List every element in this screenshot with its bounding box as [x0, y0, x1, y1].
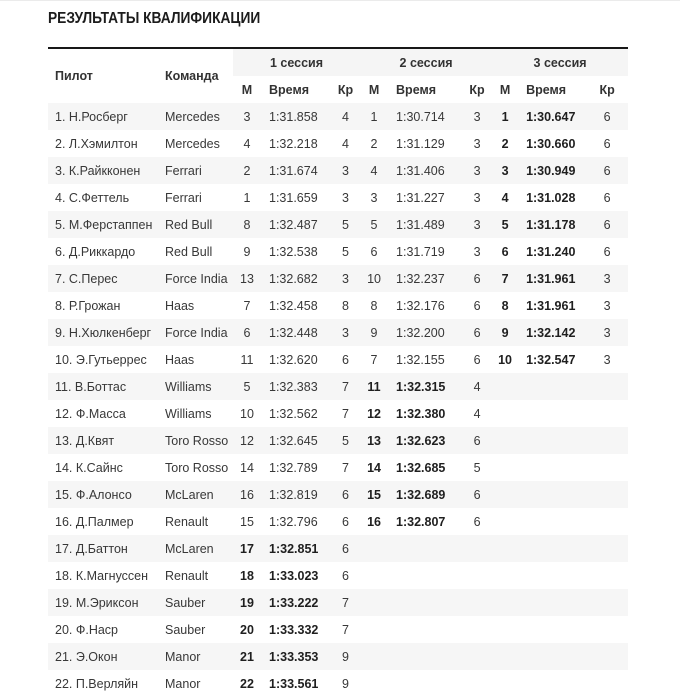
- cell-team: Manor: [165, 649, 201, 664]
- cell-s2-time: 1:32.807: [396, 514, 446, 529]
- cell-s1-time: 1:32.796: [269, 514, 318, 529]
- cell-s3-time: [518, 643, 592, 670]
- cell-team: Manor: [165, 676, 201, 691]
- cell-s2-time: 1:31.227: [396, 190, 445, 205]
- cell-s1-time: 1:32.448: [269, 325, 318, 340]
- table-row: [48, 643, 628, 670]
- page-title: [48, 9, 680, 29]
- cell-team: Sauber: [165, 622, 206, 637]
- cell-s3-time: [518, 670, 592, 697]
- cell-s2-laps: 6: [473, 325, 481, 340]
- cell-s3-time: 1:30.647: [526, 109, 576, 124]
- cell-s1-laps: 5: [342, 217, 349, 232]
- cell-s2-laps: 6: [473, 298, 481, 313]
- cell-s1-laps: 8: [342, 298, 349, 313]
- cell-s1-time: 1:32.383: [269, 379, 318, 394]
- cell-s3-pos: [492, 535, 518, 562]
- cell-s1-pos: 10: [240, 406, 254, 421]
- qualifying-results-table: [48, 47, 628, 697]
- cell-s1-pos: 5: [243, 379, 251, 394]
- cell-s3-time: [518, 589, 592, 616]
- cell-s3-pos: 4: [501, 190, 509, 205]
- cell-s3-pos: [492, 616, 518, 643]
- cell-s1-pos: 19: [240, 595, 254, 610]
- cell-s1-laps: 3: [342, 163, 349, 178]
- table-row: [48, 481, 628, 508]
- cell-s3-pos: 2: [501, 136, 509, 151]
- cell-s1-time: 1:32.458: [269, 298, 318, 313]
- header-s3-pos: М: [499, 82, 511, 97]
- cell-s1-time: 1:33.561: [269, 676, 319, 691]
- cell-s2-time: 1:32.315: [396, 379, 446, 394]
- cell-pilot: 3. К.Райкконен: [55, 163, 141, 178]
- cell-s2-laps: 3: [473, 109, 481, 124]
- cell-s2-time: 1:31.129: [396, 136, 445, 151]
- cell-s2-time: 1:32.380: [396, 406, 446, 421]
- cell-team: Renault: [165, 514, 209, 529]
- cell-s2-pos: 3: [370, 190, 378, 205]
- cell-s1-time: 1:33.222: [269, 595, 319, 610]
- cell-s1-pos: 12: [240, 433, 254, 448]
- table-row: [48, 157, 628, 184]
- table-row: [48, 292, 628, 319]
- cell-s1-laps: 6: [342, 352, 349, 367]
- cell-s2-time: 1:32.176: [396, 298, 445, 313]
- cell-s1-time: 1:32.682: [269, 271, 318, 286]
- cell-s1-pos: 2: [243, 163, 251, 178]
- cell-s1-laps: 3: [342, 271, 349, 286]
- cell-s2-pos: [360, 670, 388, 697]
- cell-s2-pos: 8: [370, 298, 378, 313]
- header-s3-laps: Кр: [599, 82, 615, 97]
- cell-s3-laps: 3: [603, 271, 611, 286]
- table-row: [48, 346, 628, 373]
- cell-s2-laps: 6: [473, 487, 481, 502]
- cell-pilot: 12. Ф.Масса: [55, 406, 126, 421]
- cell-s1-laps: 9: [342, 676, 349, 691]
- cell-s1-time: 1:32.645: [269, 433, 318, 448]
- cell-s1-time: 1:32.562: [269, 406, 318, 421]
- cell-s1-pos: 17: [240, 541, 254, 556]
- cell-s3-pos: [492, 589, 518, 616]
- cell-pilot: 16. Д.Палмер: [55, 514, 134, 529]
- cell-s3-pos: [492, 427, 518, 454]
- cell-s2-pos: 11: [367, 379, 381, 394]
- cell-s3-pos: 6: [501, 244, 509, 259]
- cell-s1-pos: 14: [240, 460, 254, 475]
- cell-s3-pos: 10: [498, 352, 513, 367]
- header-s2-laps: Кр: [469, 82, 485, 97]
- table-body: [48, 103, 628, 697]
- cell-s3-pos: 8: [501, 298, 509, 313]
- cell-team: Ferrari: [165, 163, 202, 178]
- cell-pilot: 21. Э.Окон: [55, 649, 118, 664]
- table-row: [48, 454, 628, 481]
- cell-s2-time: 1:31.719: [396, 244, 445, 259]
- cell-pilot: 17. Д.Баттон: [55, 541, 128, 556]
- cell-s1-laps: 6: [342, 487, 349, 502]
- cell-s2-pos: [360, 643, 388, 670]
- table-row: [48, 616, 628, 643]
- cell-s3-pos: [492, 454, 518, 481]
- cell-s2-pos: 15: [367, 487, 381, 502]
- cell-s2-laps: 6: [473, 271, 481, 286]
- cell-s3-pos: 7: [501, 271, 509, 286]
- cell-s3-laps: [592, 427, 628, 454]
- content-area: [0, 1, 680, 697]
- cell-s2-laps: 3: [473, 244, 481, 259]
- cell-s2-pos: 6: [370, 244, 378, 259]
- table-row: [48, 265, 628, 292]
- cell-s3-time: [518, 481, 592, 508]
- cell-team: Red Bull: [165, 217, 213, 232]
- cell-s2-time: 1:31.406: [396, 163, 445, 178]
- cell-s1-pos: 21: [240, 649, 254, 664]
- header-row-sessions: [48, 48, 628, 76]
- table-row: [48, 211, 628, 238]
- cell-s3-pos: [492, 481, 518, 508]
- table-row: [48, 319, 628, 346]
- cell-s2-laps: [462, 589, 492, 616]
- cell-s1-time: 1:31.858: [269, 109, 318, 124]
- cell-pilot: 2. Л.Хэмилтон: [55, 136, 138, 151]
- cell-s1-laps: 5: [342, 244, 349, 259]
- cell-s2-time: [388, 670, 462, 697]
- cell-s2-time: [388, 616, 462, 643]
- cell-s3-time: 1:31.961: [526, 271, 576, 286]
- cell-s1-pos: 22: [240, 676, 254, 691]
- cell-pilot: 5. М.Ферстаппен: [55, 217, 153, 232]
- cell-s3-laps: 3: [603, 325, 611, 340]
- cell-s1-laps: 6: [342, 568, 349, 583]
- cell-pilot: 15. Ф.Алонсо: [55, 487, 132, 502]
- header-s1-pos: М: [241, 82, 253, 97]
- cell-s3-laps: [592, 373, 628, 400]
- cell-s3-pos: 3: [501, 163, 509, 178]
- cell-team: Force India: [165, 325, 228, 340]
- table-row: [48, 184, 628, 211]
- cell-s1-pos: 16: [240, 487, 254, 502]
- cell-s1-laps: 3: [342, 325, 349, 340]
- cell-s2-time: [388, 535, 462, 562]
- cell-s3-laps: [592, 535, 628, 562]
- cell-pilot: 1. Н.Росберг: [55, 109, 128, 124]
- cell-s3-time: 1:31.961: [526, 298, 576, 313]
- cell-s1-pos: 18: [240, 568, 254, 583]
- cell-s3-time: 1:30.660: [526, 136, 576, 151]
- table-row: [48, 427, 628, 454]
- cell-pilot: 13. Д.Квят: [55, 433, 115, 448]
- cell-s1-laps: 9: [342, 649, 349, 664]
- cell-s2-laps: [462, 643, 492, 670]
- cell-s3-time: 1:30.949: [526, 163, 576, 178]
- cell-s2-time: 1:32.623: [396, 433, 446, 448]
- cell-s3-pos: [492, 670, 518, 697]
- cell-s3-laps: [592, 616, 628, 643]
- cell-s3-laps: 3: [603, 298, 611, 313]
- cell-s3-laps: [592, 670, 628, 697]
- cell-s2-pos: 13: [367, 433, 381, 448]
- cell-s1-laps: 7: [342, 406, 349, 421]
- header-session-1: 1 сессия: [233, 48, 360, 76]
- table-row: [48, 589, 628, 616]
- table-row: [48, 535, 628, 562]
- cell-s2-laps: 6: [473, 514, 481, 529]
- header-s1-time: Время: [269, 82, 309, 97]
- cell-s1-time: 1:33.353: [269, 649, 319, 664]
- cell-s3-laps: 3: [603, 352, 611, 367]
- cell-s3-time: [518, 535, 592, 562]
- cell-team: Mercedes: [165, 109, 220, 124]
- cell-s3-time: 1:31.178: [526, 217, 576, 232]
- cell-team: Toro Rosso: [165, 433, 229, 448]
- cell-s2-pos: [360, 616, 388, 643]
- cell-s2-laps: 4: [473, 379, 481, 394]
- cell-s2-pos: 16: [367, 514, 381, 529]
- table-row: [48, 238, 628, 265]
- header-s2-pos: М: [368, 82, 380, 97]
- page-title-text: РЕЗУЛЬТАТЫ КВАЛИФИКАЦИИ: [48, 10, 261, 27]
- cell-s1-time: 1:32.851: [269, 541, 319, 556]
- cell-s3-pos: [492, 373, 518, 400]
- cell-s2-pos: [360, 535, 388, 562]
- cell-s1-laps: 7: [342, 595, 349, 610]
- cell-s1-time: 1:32.538: [269, 244, 318, 259]
- cell-s1-pos: 1: [243, 190, 251, 205]
- cell-s3-laps: 6: [603, 109, 611, 124]
- cell-s1-time: 1:31.674: [269, 163, 318, 178]
- cell-team: Williams: [165, 406, 212, 421]
- cell-pilot: 8. Р.Грожан: [55, 298, 121, 313]
- cell-s1-laps: 7: [342, 379, 349, 394]
- cell-s3-time: [518, 373, 592, 400]
- cell-team: McLaren: [165, 541, 214, 556]
- cell-s1-pos: 13: [240, 271, 254, 286]
- cell-s2-time: 1:31.489: [396, 217, 445, 232]
- cell-s2-time: [388, 643, 462, 670]
- cell-team: Toro Rosso: [165, 460, 229, 475]
- cell-s3-laps: [592, 562, 628, 589]
- cell-team: Sauber: [165, 595, 206, 610]
- cell-s2-time: 1:30.714: [396, 109, 445, 124]
- cell-s1-laps: 6: [342, 514, 349, 529]
- cell-s3-laps: [592, 643, 628, 670]
- header-s3-time: Время: [526, 82, 567, 97]
- cell-team: Haas: [165, 298, 195, 313]
- cell-s2-laps: 3: [473, 217, 481, 232]
- cell-s3-pos: [492, 508, 518, 535]
- cell-s3-laps: 6: [603, 136, 611, 151]
- table-row: [48, 103, 628, 130]
- cell-pilot: 10. Э.Гутьеррес: [55, 352, 147, 367]
- cell-s3-time: 1:31.028: [526, 190, 576, 205]
- cell-s1-laps: 5: [342, 433, 349, 448]
- cell-pilot: 18. К.Магнуссен: [55, 568, 149, 583]
- cell-s1-time: 1:32.789: [269, 460, 318, 475]
- cell-pilot: 9. Н.Хюлкенберг: [55, 325, 152, 340]
- cell-pilot: 11. В.Боттас: [55, 379, 127, 394]
- cell-s2-pos: [360, 562, 388, 589]
- cell-s3-time: [518, 562, 592, 589]
- cell-s2-time: 1:32.155: [396, 352, 445, 367]
- cell-team: Ferrari: [165, 190, 202, 205]
- cell-s2-pos: [360, 589, 388, 616]
- cell-s3-pos: 1: [501, 109, 509, 124]
- cell-s1-time: 1:33.023: [269, 568, 319, 583]
- cell-s2-pos: 10: [367, 271, 381, 286]
- cell-s2-laps: 5: [473, 460, 481, 475]
- cell-s2-time: 1:32.237: [396, 271, 445, 286]
- cell-s3-time: 1:32.142: [526, 325, 576, 340]
- cell-pilot: 20. Ф.Наср: [55, 622, 119, 637]
- cell-s1-time: 1:32.819: [269, 487, 318, 502]
- cell-s1-laps: 4: [342, 136, 349, 151]
- cell-s1-time: 1:31.659: [269, 190, 318, 205]
- cell-s1-laps: 7: [342, 622, 349, 637]
- cell-s1-time: 1:32.218: [269, 136, 318, 151]
- cell-team: Red Bull: [165, 244, 213, 259]
- table-row: [48, 130, 628, 157]
- cell-s3-laps: 6: [603, 190, 611, 205]
- table-row: [48, 508, 628, 535]
- cell-team: Haas: [165, 352, 195, 367]
- cell-s1-pos: 15: [240, 514, 254, 529]
- cell-s3-time: [518, 400, 592, 427]
- cell-s3-laps: [592, 481, 628, 508]
- cell-s2-time: [388, 589, 462, 616]
- cell-pilot: 22. П.Верляйн: [55, 676, 139, 691]
- cell-s1-pos: 4: [243, 136, 251, 151]
- cell-s3-laps: [592, 508, 628, 535]
- cell-s1-pos: 3: [243, 109, 251, 124]
- header-session-3: 3 сессия: [492, 48, 628, 76]
- cell-s1-pos: 9: [243, 244, 251, 259]
- header-pilot: Пилот: [55, 69, 93, 83]
- cell-s2-pos: 9: [370, 325, 378, 340]
- cell-s1-time: 1:32.487: [269, 217, 318, 232]
- cell-pilot: 14. К.Сайнс: [55, 460, 123, 475]
- cell-s3-time: [518, 427, 592, 454]
- cell-s1-time: 1:33.332: [269, 622, 319, 637]
- cell-s2-pos: 1: [370, 109, 378, 124]
- cell-s2-time: 1:32.685: [396, 460, 446, 475]
- table-row: [48, 373, 628, 400]
- cell-pilot: 6. Д.Риккардо: [55, 244, 136, 259]
- cell-team: McLaren: [165, 487, 214, 502]
- cell-s1-laps: 3: [342, 190, 349, 205]
- cell-s3-pos: 5: [501, 217, 509, 232]
- cell-s3-time: 1:32.547: [526, 352, 576, 367]
- cell-s2-time: 1:32.689: [396, 487, 446, 502]
- cell-s3-time: [518, 508, 592, 535]
- cell-team: Force India: [165, 271, 228, 286]
- cell-s2-laps: [462, 616, 492, 643]
- cell-s3-laps: [592, 454, 628, 481]
- cell-s3-pos: [492, 400, 518, 427]
- cell-s2-laps: [462, 562, 492, 589]
- cell-team: Renault: [165, 568, 209, 583]
- cell-s2-time: [388, 562, 462, 589]
- cell-s2-laps: 6: [473, 352, 481, 367]
- cell-s3-laps: 6: [603, 217, 611, 232]
- table-row: [48, 400, 628, 427]
- cell-s3-pos: 9: [501, 325, 509, 340]
- cell-s3-time: [518, 616, 592, 643]
- table-row: [48, 562, 628, 589]
- table-row: [48, 670, 628, 697]
- cell-s2-pos: 12: [367, 406, 381, 421]
- header-team: Команда: [165, 69, 219, 83]
- cell-s2-pos: 2: [370, 136, 378, 151]
- cell-pilot: 4. С.Феттель: [55, 190, 130, 205]
- cell-s2-laps: 6: [473, 433, 481, 448]
- cell-s2-laps: [462, 670, 492, 697]
- cell-s3-laps: [592, 589, 628, 616]
- cell-s2-pos: 7: [370, 352, 378, 367]
- cell-pilot: 19. М.Эриксон: [55, 595, 139, 610]
- header-s2-time: Время: [396, 82, 437, 97]
- cell-s1-pos: 20: [240, 622, 254, 637]
- cell-s3-pos: [492, 643, 518, 670]
- cell-team: Williams: [165, 379, 212, 394]
- cell-s1-laps: 6: [342, 541, 349, 556]
- cell-s3-laps: 6: [603, 163, 611, 178]
- header-s1-laps: Кр: [337, 82, 354, 97]
- cell-s2-laps: 3: [473, 163, 481, 178]
- cell-s1-laps: 7: [342, 460, 349, 475]
- cell-s2-pos: 4: [370, 163, 378, 178]
- cell-s1-laps: 4: [342, 109, 349, 124]
- cell-s2-pos: 5: [370, 217, 378, 232]
- cell-s2-laps: 3: [473, 136, 481, 151]
- cell-s1-pos: 6: [243, 325, 251, 340]
- cell-s3-time: [518, 454, 592, 481]
- table-header: [48, 48, 628, 103]
- cell-s2-pos: 14: [367, 460, 381, 475]
- cell-pilot: 7. С.Перес: [55, 271, 118, 286]
- cell-s1-pos: 8: [243, 217, 251, 232]
- cell-s3-laps: [592, 400, 628, 427]
- cell-s3-laps: 6: [603, 244, 611, 259]
- cell-s3-pos: [492, 562, 518, 589]
- cell-s2-time: 1:32.200: [396, 325, 445, 340]
- cell-s1-pos: 7: [243, 298, 251, 313]
- cell-s2-laps: [462, 535, 492, 562]
- cell-s1-pos: 11: [240, 352, 254, 367]
- cell-s2-laps: 3: [473, 190, 481, 205]
- cell-s2-laps: 4: [473, 406, 481, 421]
- cell-team: Mercedes: [165, 136, 220, 151]
- cell-s1-time: 1:32.620: [269, 352, 318, 367]
- header-session-2: 2 сессия: [360, 48, 492, 76]
- cell-s3-time: 1:31.240: [526, 244, 576, 259]
